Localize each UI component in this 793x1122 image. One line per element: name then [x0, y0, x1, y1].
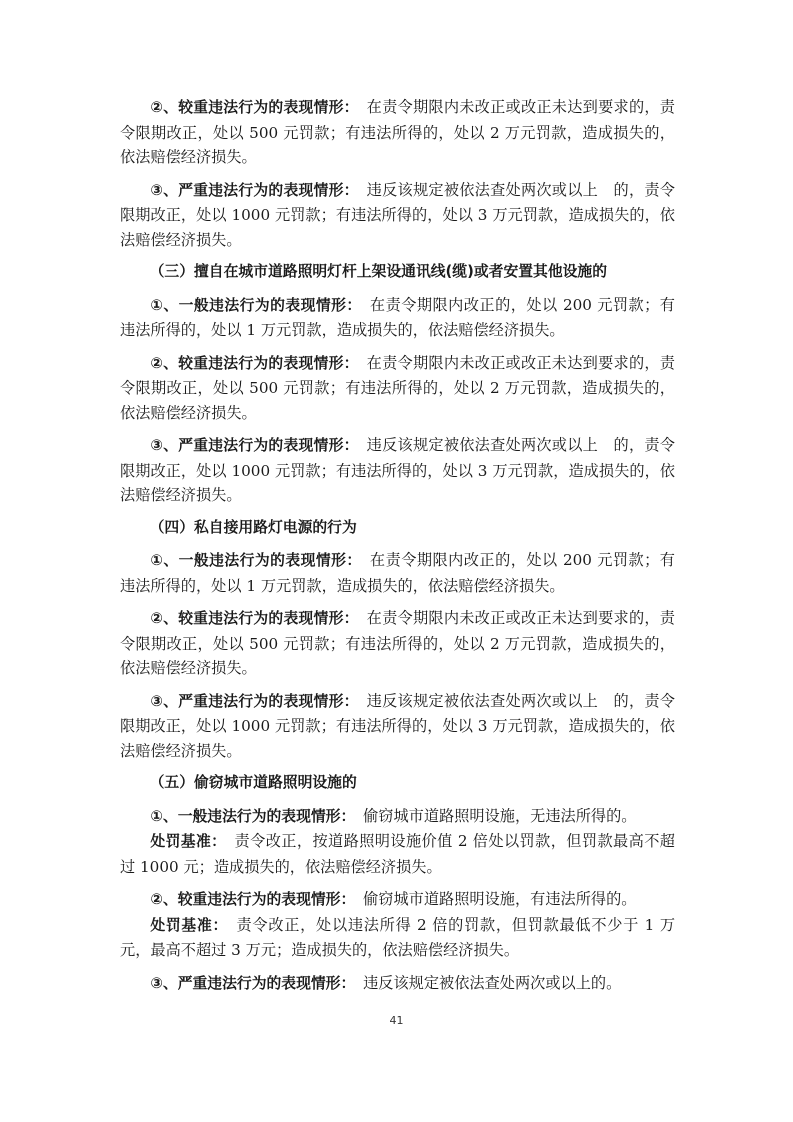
- paragraph-label: ②、较重违法行为的表现情形：: [150, 99, 352, 116]
- document-body: [120, 95, 675, 996]
- paragraph-label: ③、严重违法行为的表现情形：: [150, 692, 352, 710]
- paragraph-text: 违反该规定被依法查处两次或以上 的，责令限期改正，处以 1000 元罚款；有违法所得的，处以 3 万元罚款，造成损失的，依法赔偿经济损失。: [120, 436, 675, 504]
- paragraph-text: 在责令期限内未改正或改正未达到要求的，责令限期改正，处以 500 元罚款；有违法所得的，处以 2 万元罚款，造成损失的，依法赔偿经济损失。: [120, 98, 675, 166]
- paragraph: [120, 178, 675, 253]
- paragraph-text: 在责令期限内未改正或改正未达到要求的，责令限期改正，处以 500 元罚款；有违法所得的，处以 2 万元罚款，造成损失的，依法赔偿经济损失。: [120, 609, 675, 677]
- paragraph: [120, 887, 675, 913]
- paragraph: [120, 804, 675, 830]
- paragraph-text: 在责令期限内改正的，处以 200 元罚款；有违法所得的，处以 1 万元罚款，造成损失的，依法赔偿经济损失。: [120, 551, 675, 595]
- paragraph-label: ②、较重违法行为的表现情形：: [150, 891, 348, 908]
- section-heading: （五）偷窃城市道路照明设施的: [149, 774, 357, 791]
- paragraph: [120, 351, 675, 426]
- paragraph: [120, 606, 675, 681]
- paragraph: [120, 689, 675, 764]
- paragraph: [120, 971, 675, 997]
- paragraph-label: ②、较重违法行为的表现情形：: [150, 354, 352, 372]
- paragraph-text: 在责令期限内未改正或改正未达到要求的，责令限期改正，处以 500 元罚款；有违法所得的，处以 2 万元罚款，造成损失的，依法赔偿经济损失。: [120, 353, 675, 422]
- paragraph-text: 违反该规定被依法查处两次或以上 的，责令限期改正，处以 1000 元罚款；有违法所得的，处以 3 万元罚款，造成损失的，依法赔偿经济损失。: [120, 691, 675, 760]
- paragraph-label: ①、一般违法行为的表现情形：: [150, 807, 348, 825]
- paragraph-text: 责令改正，处以违法所得 2 倍的罚款，但罚款最低不少于 1 万元，最高不超过 3 万元；造成损失的，依法赔偿经济损失。: [120, 915, 676, 959]
- paragraph-text: 偷窃城市道路照明设施，无违法所得的。: [347, 806, 637, 825]
- paragraph: [120, 433, 675, 508]
- section-heading: （三）擅自在城市道路照明灯杆上架设通讯线(缆)或者安置其他设施的: [149, 263, 608, 280]
- paragraph-label: ①、一般违法行为的表现情形：: [150, 552, 355, 569]
- section-heading: （四）私自接用路灯电源的行为: [149, 518, 357, 536]
- paragraph-text: 偷窃城市道路照明设施，有违法所得的。: [347, 890, 637, 908]
- paragraph: [120, 829, 675, 879]
- paragraph-text: 责令改正，按道路照明设施价值 2 倍处以罚款，但罚款最高不超过 1000 元；造成损失的，依法赔偿经济损失。: [120, 832, 675, 876]
- paragraph-label: ③、严重违法行为的表现情形：: [150, 974, 348, 992]
- paragraph-label: ③、严重违法行为的表现情形：: [150, 437, 352, 454]
- paragraph: [120, 548, 675, 598]
- paragraph: [120, 293, 675, 343]
- paragraph-label: ③、严重违法行为的表现情形：: [150, 181, 352, 199]
- paragraph-label: ①、一般违法行为的表现情形：: [150, 296, 355, 314]
- paragraph-text: 违反该规定被依法查处两次或以上的。: [347, 973, 622, 992]
- paragraph: [120, 913, 675, 963]
- paragraph-label: 处罚基准：: [150, 833, 219, 850]
- paragraph: [120, 95, 675, 170]
- paragraph-label: ②、较重违法行为的表现情形：: [150, 610, 352, 627]
- paragraph-text: 违反该规定被依法查处两次或以上 的，责令限期改正，处以 1000 元罚款；有违法所得的，处以 3 万元罚款，造成损失的，依法赔偿经济损失。: [120, 180, 675, 249]
- page-number: 41: [389, 1014, 404, 1027]
- paragraph-label: 处罚基准：: [150, 916, 221, 934]
- paragraph-text: 在责令期限内改正的，处以 200 元罚款；有违法所得的，处以 1 万元罚款，造成损失的，依法赔偿经济损失。: [120, 295, 675, 339]
